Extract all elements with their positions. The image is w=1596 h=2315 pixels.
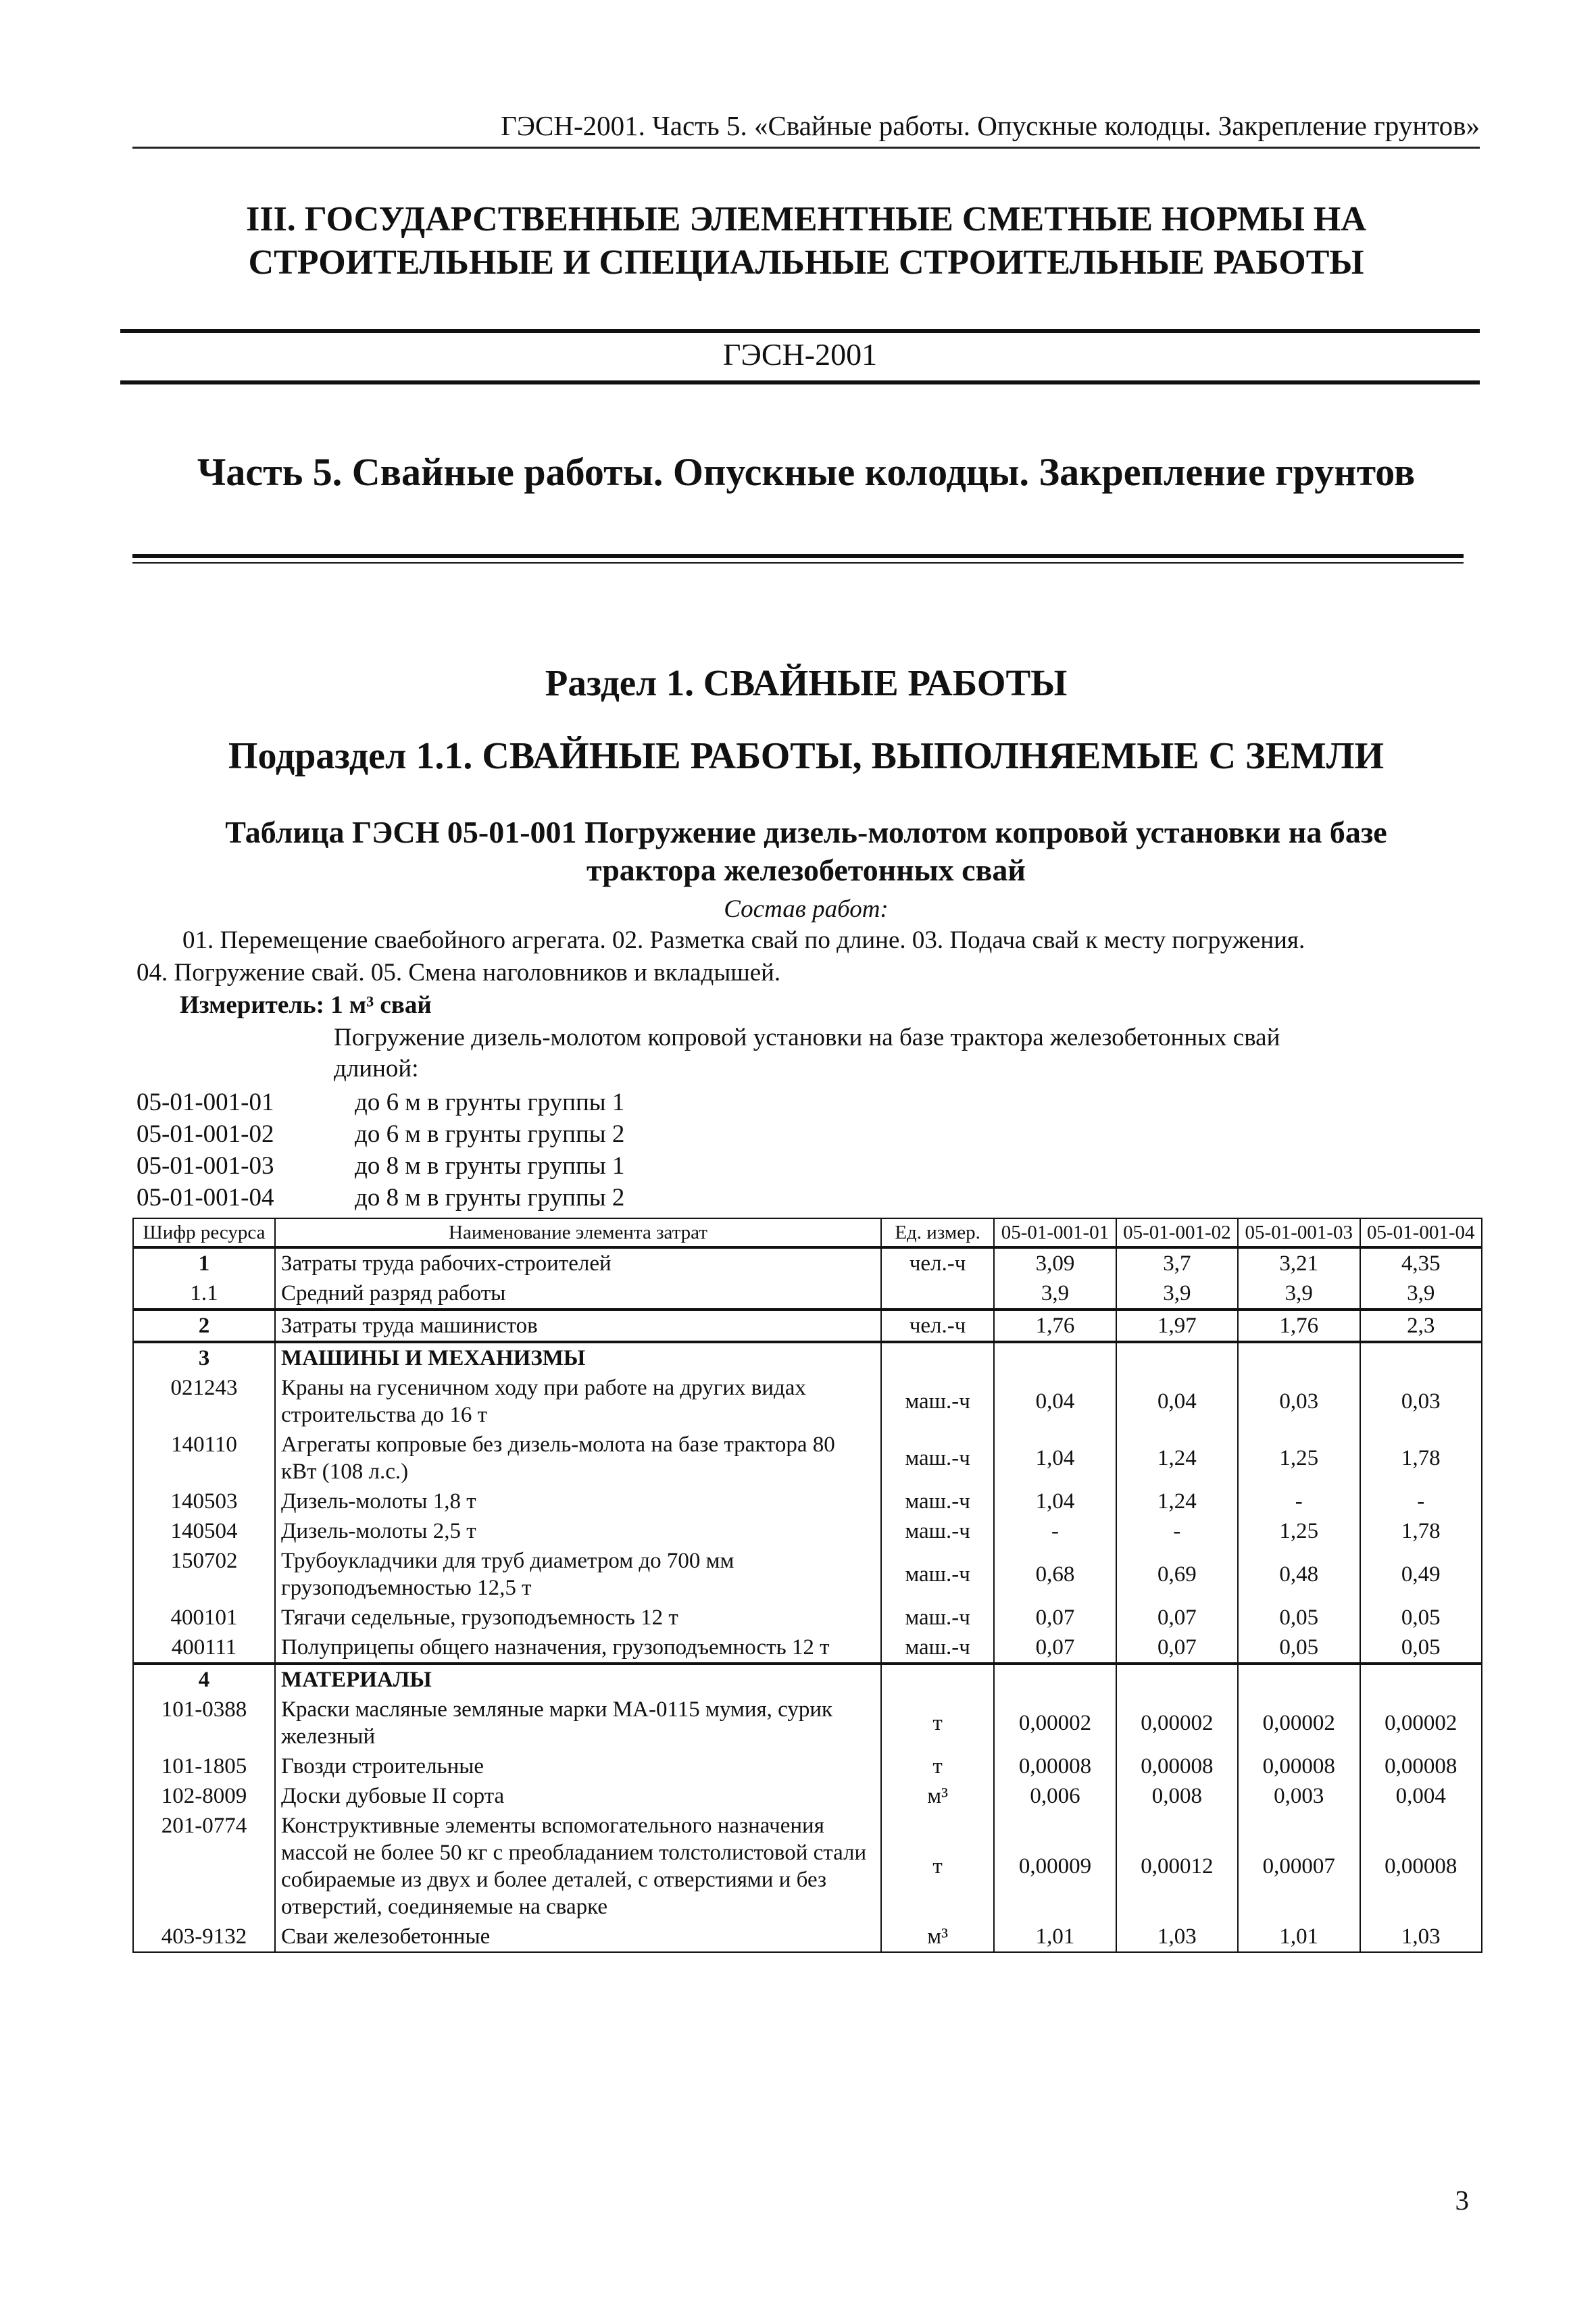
resource-code-cell: 101-1805 bbox=[133, 1751, 275, 1781]
value-cell-2: 0,00002 bbox=[1116, 1695, 1238, 1751]
work-line-2: 04. Погружение свай. 05. Смена наголовников и вкладышей. bbox=[136, 959, 781, 987]
resource-code-cell: 140504 bbox=[133, 1516, 275, 1546]
value-cell-4: 0,03 bbox=[1360, 1373, 1482, 1430]
unit-cell: чел.-ч bbox=[881, 1310, 994, 1342]
header-code: Шифр ресурса bbox=[133, 1218, 275, 1247]
value-cell-2: 0,00008 bbox=[1116, 1751, 1238, 1781]
value-cell-4: - bbox=[1360, 1487, 1482, 1516]
unit-cell: маш.-ч bbox=[881, 1430, 994, 1487]
value-cell-4: 1,03 bbox=[1360, 1922, 1482, 1952]
value-cell-1: 0,68 bbox=[994, 1546, 1116, 1603]
value-cell-4: 0,05 bbox=[1360, 1633, 1482, 1664]
resource-code-cell: 2 bbox=[133, 1310, 275, 1342]
table-row bbox=[133, 1342, 1482, 1373]
value-cell-1: 0,07 bbox=[994, 1633, 1116, 1664]
table-row bbox=[133, 1247, 1482, 1278]
value-cell-1: 0,00009 bbox=[994, 1811, 1116, 1922]
value-cell-4: 0,05 bbox=[1360, 1603, 1482, 1633]
value-cell-1: 3,09 bbox=[994, 1247, 1116, 1278]
resource-name-cell: Агрегаты копровые без дизель-молота на базе трактора 80 кВт (108 л.с.) bbox=[275, 1430, 881, 1487]
razdel-title: Раздел 1. СВАЙНЫЕ РАБОТЫ bbox=[545, 662, 1068, 703]
code-item bbox=[136, 1150, 624, 1182]
value-cell-4: 2,3 bbox=[1360, 1310, 1482, 1342]
unit-cell: маш.-ч bbox=[881, 1516, 994, 1546]
table-row bbox=[133, 1922, 1482, 1952]
resource-name-cell: Гвозди строительные bbox=[275, 1751, 881, 1781]
podrazdel-title: Подраздел 1.1. СВАЙНЫЕ РАБОТЫ, ВЫПОЛНЯЕМЫЕ С ЗЕМЛИ bbox=[228, 735, 1385, 777]
section-title-line1: III. ГОСУДАРСТВЕННЫЕ ЭЛЕМЕНТНЫЕ СМЕТНЫЕ НОРМЫ НА bbox=[246, 200, 1366, 239]
value-cell-4: 0,00008 bbox=[1360, 1811, 1482, 1922]
value-cell-2 bbox=[1116, 1664, 1238, 1695]
value-cell-1: 0,00008 bbox=[994, 1751, 1116, 1781]
double-rule-top bbox=[132, 554, 1464, 558]
unit-cell: маш.-ч bbox=[881, 1603, 994, 1633]
description-line-2: длиной: bbox=[334, 1055, 419, 1082]
header-unit: Ед. измер. bbox=[881, 1218, 994, 1247]
value-cell-3: 1,25 bbox=[1238, 1516, 1360, 1546]
header-v1: 05-01-001-01 bbox=[994, 1218, 1116, 1247]
table-row bbox=[133, 1278, 1482, 1310]
resource-name-cell: Доски дубовые II сорта bbox=[275, 1781, 881, 1811]
unit-cell: т bbox=[881, 1695, 994, 1751]
resource-code-cell: 400101 bbox=[133, 1603, 275, 1633]
table-header-row bbox=[133, 1218, 1482, 1247]
unit-cell: маш.-ч bbox=[881, 1546, 994, 1603]
value-cell-2: - bbox=[1116, 1516, 1238, 1546]
table-row bbox=[133, 1546, 1482, 1603]
code-item bbox=[136, 1118, 624, 1150]
table-row bbox=[133, 1487, 1482, 1516]
value-cell-2: 0,69 bbox=[1116, 1546, 1238, 1603]
value-cell-2: 0,00012 bbox=[1116, 1811, 1238, 1922]
value-cell-3: 1,25 bbox=[1238, 1430, 1360, 1487]
value-cell-3: 1,76 bbox=[1238, 1310, 1360, 1342]
code-text: до 6 м в грунты группы 2 bbox=[355, 1120, 625, 1148]
value-cell-2: 3,7 bbox=[1116, 1247, 1238, 1278]
value-cell-3: 0,05 bbox=[1238, 1603, 1360, 1633]
resource-code-cell: 3 bbox=[133, 1342, 275, 1373]
value-cell-2 bbox=[1116, 1342, 1238, 1373]
resource-code-cell: 101-0388 bbox=[133, 1695, 275, 1751]
value-cell-4: 1,78 bbox=[1360, 1516, 1482, 1546]
value-cell-2: 1,03 bbox=[1116, 1922, 1238, 1952]
value-cell-3: 0,03 bbox=[1238, 1373, 1360, 1430]
page-number: 3 bbox=[1455, 2185, 1469, 2216]
code-item bbox=[136, 1087, 624, 1118]
header-v4: 05-01-001-04 bbox=[1360, 1218, 1482, 1247]
resource-name-cell: Конструктивные элементы вспомогательного назначения массой не более 50 кг с преобладанием толстолистовой стали собираемые из двух и более деталей, с отверстиями и без отверстий, соединяемые на сварке bbox=[275, 1811, 881, 1922]
unit-cell: маш.-ч bbox=[881, 1373, 994, 1430]
table-row bbox=[133, 1516, 1482, 1546]
header-rule bbox=[132, 147, 1480, 149]
value-cell-1: 1,04 bbox=[994, 1430, 1116, 1487]
table-row bbox=[133, 1603, 1482, 1633]
resource-code-cell: 102-8009 bbox=[133, 1781, 275, 1811]
value-cell-2: 0,008 bbox=[1116, 1781, 1238, 1811]
resource-name-cell: Краски масляные земляные марки МА-0115 мумия, сурик железный bbox=[275, 1695, 881, 1751]
resource-code-cell: 150702 bbox=[133, 1546, 275, 1603]
value-cell-2: 3,9 bbox=[1116, 1278, 1238, 1310]
header-v2: 05-01-001-02 bbox=[1116, 1218, 1238, 1247]
resource-name-cell: Тягачи седельные, грузоподъемность 12 т bbox=[275, 1603, 881, 1633]
section-title-line2: СТРОИТЕЛЬНЫЕ И СПЕЦИАЛЬНЫЕ СТРОИТЕЛЬНЫЕ РАБОТЫ bbox=[248, 243, 1364, 282]
table-row bbox=[133, 1664, 1482, 1695]
value-cell-4: 4,35 bbox=[1360, 1247, 1482, 1278]
value-cell-4: 1,78 bbox=[1360, 1430, 1482, 1487]
table-row bbox=[133, 1695, 1482, 1751]
resource-name-cell: Дизель-молоты 1,8 т bbox=[275, 1487, 881, 1516]
value-cell-1 bbox=[994, 1664, 1116, 1695]
gesn-label: ГЭСН-2001 bbox=[722, 337, 878, 372]
code-id: 05-01-001-02 bbox=[136, 1120, 274, 1148]
table-body bbox=[133, 1247, 1482, 1952]
unit-cell: м³ bbox=[881, 1781, 994, 1811]
resource-name-cell: Дизель-молоты 2,5 т bbox=[275, 1516, 881, 1546]
table-row bbox=[133, 1430, 1482, 1487]
table-row bbox=[133, 1310, 1482, 1342]
table-title-line1: Таблица ГЭСН 05-01-001 Погружение дизель-молотом копровой установки на базе bbox=[225, 815, 1387, 849]
value-cell-1: - bbox=[994, 1516, 1116, 1546]
resource-name-cell: Затраты труда рабочих-строителей bbox=[275, 1247, 881, 1278]
value-cell-3: 0,003 bbox=[1238, 1781, 1360, 1811]
value-cell-1: 0,00002 bbox=[994, 1695, 1116, 1751]
unit-cell bbox=[881, 1278, 994, 1310]
value-cell-3: 0,48 bbox=[1238, 1546, 1360, 1603]
code-id: 05-01-001-04 bbox=[136, 1184, 274, 1212]
value-cell-1: 1,76 bbox=[994, 1310, 1116, 1342]
value-cell-1: 1,01 bbox=[994, 1922, 1116, 1952]
value-cell-1: 1,04 bbox=[994, 1487, 1116, 1516]
table-row bbox=[133, 1781, 1482, 1811]
value-cell-2: 1,24 bbox=[1116, 1487, 1238, 1516]
code-text: до 8 м в грунты группы 1 bbox=[355, 1152, 625, 1180]
value-cell-4: 0,00008 bbox=[1360, 1751, 1482, 1781]
value-cell-3: - bbox=[1238, 1487, 1360, 1516]
value-cell-1 bbox=[994, 1342, 1116, 1373]
resource-name-cell: Полуприцепы общего назначения, грузоподъемность 12 т bbox=[275, 1633, 881, 1664]
resource-name-cell: Трубоукладчики для труб диаметром до 700 мм грузоподъемностью 12,5 т bbox=[275, 1546, 881, 1603]
table-row bbox=[133, 1373, 1482, 1430]
table-row bbox=[133, 1751, 1482, 1781]
code-item bbox=[136, 1182, 624, 1214]
value-cell-2: 0,07 bbox=[1116, 1603, 1238, 1633]
value-cell-3: 1,01 bbox=[1238, 1922, 1360, 1952]
value-cell-3: 3,21 bbox=[1238, 1247, 1360, 1278]
resource-code-cell: 1.1 bbox=[133, 1278, 275, 1310]
unit-cell: т bbox=[881, 1811, 994, 1922]
table-title-line2: трактора железобетонных свай bbox=[587, 853, 1026, 887]
unit-cell: чел.-ч bbox=[881, 1247, 994, 1278]
work-line-1: 01. Перемещение сваебойного агрегата. 02. Разметка свай по длине. 03. Подача свай к месту погружения. bbox=[182, 926, 1305, 954]
value-cell-4 bbox=[1360, 1342, 1482, 1373]
work-composition-label: Состав работ: bbox=[724, 895, 889, 923]
resource-code-cell: 403-9132 bbox=[133, 1922, 275, 1952]
unit-cell: т bbox=[881, 1751, 994, 1781]
value-cell-4: 0,49 bbox=[1360, 1546, 1482, 1603]
value-cell-2: 0,04 bbox=[1116, 1373, 1238, 1430]
value-cell-3: 0,00007 bbox=[1238, 1811, 1360, 1922]
value-cell-3: 0,00008 bbox=[1238, 1751, 1360, 1781]
code-list bbox=[136, 1087, 624, 1214]
resource-code-cell: 4 bbox=[133, 1664, 275, 1695]
resource-table bbox=[132, 1218, 1482, 1953]
value-cell-3: 0,05 bbox=[1238, 1633, 1360, 1664]
value-cell-1: 0,04 bbox=[994, 1373, 1116, 1430]
value-cell-2: 0,07 bbox=[1116, 1633, 1238, 1664]
table-row bbox=[133, 1633, 1482, 1664]
code-text: до 6 м в грунты группы 1 bbox=[355, 1089, 625, 1116]
value-cell-3 bbox=[1238, 1664, 1360, 1695]
resource-code-cell: 021243 bbox=[133, 1373, 275, 1430]
value-cell-3: 0,00002 bbox=[1238, 1695, 1360, 1751]
resource-name-cell: Сваи железобетонные bbox=[275, 1922, 881, 1952]
resource-name-cell: Краны на гусеничном ходу при работе на других видах строительства до 16 т bbox=[275, 1373, 881, 1430]
resource-code-cell: 140503 bbox=[133, 1487, 275, 1516]
value-cell-4: 0,004 bbox=[1360, 1781, 1482, 1811]
rule-bottom bbox=[120, 380, 1480, 384]
running-header: ГЭСН-2001. Часть 5. «Свайные работы. Опускные колодцы. Закрепление грунтов» bbox=[501, 110, 1480, 141]
value-cell-2: 1,97 bbox=[1116, 1310, 1238, 1342]
resource-code-cell: 140110 bbox=[133, 1430, 275, 1487]
rule-top bbox=[120, 329, 1480, 333]
value-cell-3 bbox=[1238, 1342, 1360, 1373]
value-cell-4: 3,9 bbox=[1360, 1278, 1482, 1310]
resource-code-cell: 400111 bbox=[133, 1633, 275, 1664]
value-cell-3: 3,9 bbox=[1238, 1278, 1360, 1310]
table-row bbox=[133, 1811, 1482, 1922]
unit-cell bbox=[881, 1342, 994, 1373]
unit-cell bbox=[881, 1664, 994, 1695]
resource-name-cell: Средний разряд работы bbox=[275, 1278, 881, 1310]
value-cell-4: 0,00002 bbox=[1360, 1695, 1482, 1751]
resource-name-cell: МАШИНЫ И МЕХАНИЗМЫ bbox=[275, 1342, 881, 1373]
header-v3: 05-01-001-03 bbox=[1238, 1218, 1360, 1247]
description-line-1: Погружение дизель-молотом копровой установки на базе трактора железобетонных свай bbox=[334, 1024, 1280, 1051]
unit-cell: м³ bbox=[881, 1922, 994, 1952]
resource-name-cell: Затраты труда машинистов bbox=[275, 1310, 881, 1342]
resource-name-cell: МАТЕРИАЛЫ bbox=[275, 1664, 881, 1695]
value-cell-1: 0,006 bbox=[994, 1781, 1116, 1811]
resource-code-cell: 201-0774 bbox=[133, 1811, 275, 1922]
measure-unit: Измеритель: 1 м³ свай bbox=[180, 991, 432, 1019]
value-cell-1: 0,07 bbox=[994, 1603, 1116, 1633]
unit-cell: маш.-ч bbox=[881, 1487, 994, 1516]
value-cell-1: 3,9 bbox=[994, 1278, 1116, 1310]
code-id: 05-01-001-03 bbox=[136, 1152, 274, 1180]
unit-cell: маш.-ч bbox=[881, 1633, 994, 1664]
code-text: до 8 м в грунты группы 2 bbox=[355, 1184, 625, 1212]
value-cell-2: 1,24 bbox=[1116, 1430, 1238, 1487]
part-title: Часть 5. Свайные работы. Опускные колодцы. Закрепление грунтов bbox=[197, 450, 1416, 494]
double-rule-bottom bbox=[132, 562, 1464, 564]
value-cell-4 bbox=[1360, 1664, 1482, 1695]
resource-code-cell: 1 bbox=[133, 1247, 275, 1278]
code-id: 05-01-001-01 bbox=[136, 1089, 274, 1116]
header-name: Наименование элемента затрат bbox=[275, 1218, 881, 1247]
